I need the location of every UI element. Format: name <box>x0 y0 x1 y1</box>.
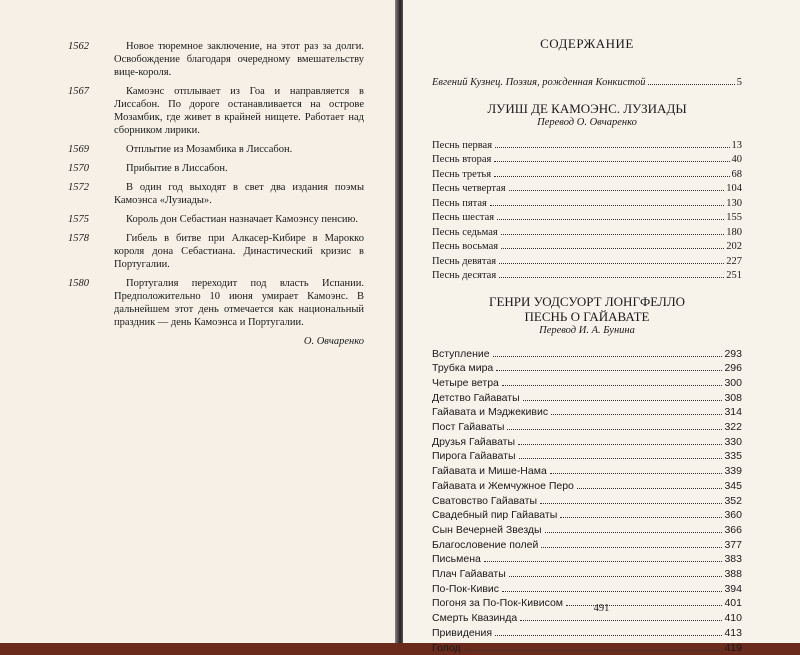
toc-entry-page: 104 <box>726 182 742 197</box>
toc-entry-title: По-Пок-Кивис <box>432 582 499 597</box>
leader-dots <box>497 219 724 220</box>
chronology-text: Португалия переходит под власть Испании. Предположительно 10 июня умирает Камоэнс. В дальнейшем этот день отмечается как национальный праздник — день Камоэнса и Португалии. <box>114 277 364 329</box>
chronology-year: 1578 <box>68 232 114 271</box>
toc-entry <box>432 139 742 154</box>
leader-dots <box>551 414 722 415</box>
toc-entry-page: 335 <box>724 449 742 464</box>
chronology-year: 1580 <box>68 277 114 329</box>
leader-dots <box>520 620 722 621</box>
chronology <box>68 40 364 348</box>
toc-entry <box>432 464 742 479</box>
leader-dots <box>519 458 723 459</box>
leader-dots <box>523 400 723 401</box>
leader-dots <box>493 356 723 357</box>
toc-entry <box>432 420 742 435</box>
toc-entry-title: Песнь вторая <box>432 153 491 168</box>
toc-entry <box>432 226 742 241</box>
toc-entry-page: 339 <box>724 464 742 479</box>
chronology-year: 1575 <box>68 213 114 226</box>
toc-entry <box>432 211 742 226</box>
chronology-row <box>68 181 364 207</box>
toc-entry-page: 314 <box>724 405 742 420</box>
toc-entry-title: Сватовство Гайаваты <box>432 494 537 509</box>
chronology-text: Гибель в битве при Алкасер-Кибире в Марокко короля дона Себастиана. Династический кризис в Португалии. <box>114 232 364 271</box>
toc-entry <box>432 197 742 212</box>
leader-dots <box>502 385 723 386</box>
right-page <box>403 0 800 643</box>
leader-dots <box>541 547 722 548</box>
toc-entry <box>432 391 742 406</box>
toc-entry <box>432 361 742 376</box>
leader-dots <box>545 532 723 533</box>
toc-entry-title: Погоня за По-Пок-Кивисом <box>432 596 563 611</box>
leader-dots <box>501 248 724 249</box>
intro-title <box>432 76 645 91</box>
toc-entry-page: 352 <box>724 494 742 509</box>
toc-entry-title: Песнь шестая <box>432 211 494 226</box>
toc-entry-page: 322 <box>724 420 742 435</box>
chronology-text: Камоэнс отплывает из Гоа и направляется в Лиссабон. По дороге останавливается на острове Мозамбик, где живет в крайней нищете. Работает над сборником лирики. <box>114 85 364 137</box>
toc-entry-title: Трубка мира <box>432 361 493 376</box>
toc-entry <box>432 523 742 538</box>
leader-dots <box>550 473 723 474</box>
leader-dots <box>501 234 725 235</box>
leader-dots <box>499 277 724 278</box>
toc-entry-title: Смерть Квазинда <box>432 611 517 626</box>
toc-entry-title: Песнь первая <box>432 139 492 154</box>
toc-entry-title: Письмена <box>432 552 481 567</box>
toc-entry-page: 330 <box>724 435 742 450</box>
toc-entry <box>432 479 742 494</box>
leader-dots <box>507 429 722 430</box>
toc-entry-title: Голод <box>432 641 461 655</box>
chronology-row <box>68 232 364 271</box>
toc-entry <box>432 508 742 523</box>
toc-entry-title: Песнь пятая <box>432 197 487 212</box>
chronology-year: 1562 <box>68 40 114 79</box>
toc-entry-page: 360 <box>724 508 742 523</box>
toc-entry-title: Друзья Гайаваты <box>432 435 515 450</box>
chronology-year: 1572 <box>68 181 114 207</box>
toc-entry <box>432 255 742 270</box>
toc-entry-title: Песнь третья <box>432 168 491 183</box>
chronology-row <box>68 40 364 79</box>
chronology-text: В один год выходят в свет два издания поэмы Камоэнса «Лузиады». <box>114 181 364 207</box>
chronology-year: 1570 <box>68 162 114 175</box>
chronology-row <box>68 213 364 226</box>
intro-page: 5 <box>737 76 742 91</box>
chronology-text: Новое тюремное заключение, на этот раз за долги. Освобождение благодаря очередному вмешательству вице-короля. <box>114 40 364 79</box>
toc-entry-page: 293 <box>724 347 742 362</box>
toc-entry-page: 13 <box>732 139 743 154</box>
leader-dots <box>560 517 722 518</box>
leader-dots <box>499 263 724 264</box>
section2-translator: Перевод И. А. Бунина <box>432 324 742 338</box>
toc-entry <box>432 538 742 553</box>
toc-entry-page: 308 <box>724 391 742 406</box>
toc-entry <box>432 168 742 183</box>
chronology-row <box>68 162 364 175</box>
toc-entry <box>432 626 742 641</box>
toc-entry <box>432 182 742 197</box>
leader-dots <box>577 488 723 489</box>
section1-translator: Перевод О. Овчаренко <box>432 116 742 130</box>
toc-entry <box>432 240 742 255</box>
toc-entry-title: Свадебный пир Гайаваты <box>432 508 557 523</box>
toc-entry <box>432 269 742 284</box>
section1-title: ЛУИШ ДЕ КАМОЭНС. ЛУЗИАДЫ <box>432 101 742 116</box>
leader-dots <box>490 205 724 206</box>
signature: О. Овчаренко <box>68 335 364 348</box>
toc-entry-page: 419 <box>724 641 742 655</box>
toc-entry-title: Привидения <box>432 626 492 641</box>
chronology-year: 1569 <box>68 143 114 156</box>
toc-entry-title: Песнь восьмая <box>432 240 498 255</box>
toc-entry-title: Пост Гайаваты <box>432 420 504 435</box>
intro-entry <box>432 76 742 91</box>
toc-entry-title: Сын Вечерней Звезды <box>432 523 542 538</box>
section1-entries <box>432 139 742 284</box>
toc-entry-title: Гайавата и Мише-Нама <box>432 464 547 479</box>
left-page <box>0 0 398 643</box>
toc-entry-page: 227 <box>726 255 742 270</box>
chronology-row <box>68 277 364 329</box>
toc-entry-page: 202 <box>726 240 742 255</box>
toc-entry-page: 413 <box>724 626 742 641</box>
toc-entry-title: Вступление <box>432 347 490 362</box>
toc-entry-page: 345 <box>724 479 742 494</box>
leader-dots <box>509 190 725 191</box>
toc-entry-page: 366 <box>724 523 742 538</box>
leader-dots <box>540 503 722 504</box>
chronology-text: Король дон Себастиан назначает Камоэнсу пенсию. <box>114 213 364 226</box>
chronology-text: Отплытие из Мозамбика в Лиссабон. <box>114 143 364 156</box>
leader-dots <box>648 84 734 85</box>
toc-entry-title: Песнь десятая <box>432 269 496 284</box>
toc-entry-title: Песнь четвертая <box>432 182 506 197</box>
leader-dots <box>496 370 722 371</box>
toc-entry <box>432 582 742 597</box>
toc-entry-page: 394 <box>724 582 742 597</box>
toc-entry-title: Четыре ветра <box>432 376 499 391</box>
leader-dots <box>495 147 729 148</box>
toc-entry <box>432 449 742 464</box>
table-of-contents <box>432 36 742 655</box>
toc-entry <box>432 567 742 582</box>
chronology-row <box>68 143 364 156</box>
toc-entry <box>432 435 742 450</box>
leader-dots <box>494 161 729 162</box>
toc-entry-page: 410 <box>724 611 742 626</box>
toc-entry-title: Гайавата и Мэджекивис <box>432 405 548 420</box>
toc-entry-page: 130 <box>726 197 742 212</box>
intro-essay-title: Поэзия, рожденная Конкистой <box>506 77 646 88</box>
toc-entry-page: 377 <box>724 538 742 553</box>
leader-dots <box>509 576 723 577</box>
toc-entry-title: Детство Гайаваты <box>432 391 520 406</box>
toc-entry-title: Благословение полей <box>432 538 538 553</box>
toc-entry-page: 68 <box>732 168 743 183</box>
section2-title-line2: ПЕСНЬ О ГАЙАВАТЕ <box>432 309 742 324</box>
toc-entry <box>432 347 742 362</box>
leader-dots <box>494 176 729 177</box>
section2-title-line1: ГЕНРИ УОДСУОРТ ЛОНГФЕЛЛО <box>432 294 742 309</box>
toc-entry-page: 388 <box>724 567 742 582</box>
toc-entry <box>432 552 742 567</box>
toc-entry-title: Песнь седьмая <box>432 226 498 241</box>
toc-entry-page: 155 <box>726 211 742 226</box>
toc-entry-page: 401 <box>724 596 742 611</box>
toc-entry-title: Пирога Гайаваты <box>432 449 516 464</box>
intro-author: Евгений Кузнец. <box>432 77 503 88</box>
toc-entry <box>432 405 742 420</box>
leader-dots <box>464 650 723 651</box>
toc-entry-page: 40 <box>732 153 743 168</box>
chronology-year: 1567 <box>68 85 114 137</box>
chronology-row <box>68 85 364 137</box>
toc-entry-page: 296 <box>724 361 742 376</box>
leader-dots <box>484 561 723 562</box>
toc-entry <box>432 376 742 391</box>
leader-dots <box>518 444 722 445</box>
toc-entry-title: Гайавата и Жемчужное Перо <box>432 479 574 494</box>
toc-entry-page: 180 <box>726 226 742 241</box>
toc-entry-title: Плач Гайаваты <box>432 567 506 582</box>
toc-entry-page: 251 <box>726 269 742 284</box>
chronology-text: Прибытие в Лиссабон. <box>114 162 364 175</box>
leader-dots <box>495 635 722 636</box>
contents-heading: СОДЕРЖАНИЕ <box>432 36 742 52</box>
toc-entry-title: Песнь девятая <box>432 255 496 270</box>
toc-entry <box>432 494 742 509</box>
toc-entry <box>432 153 742 168</box>
leader-dots <box>502 591 722 592</box>
page-number: 491 <box>403 603 800 614</box>
toc-entry-page: 300 <box>724 376 742 391</box>
toc-entry-page: 383 <box>724 552 742 567</box>
